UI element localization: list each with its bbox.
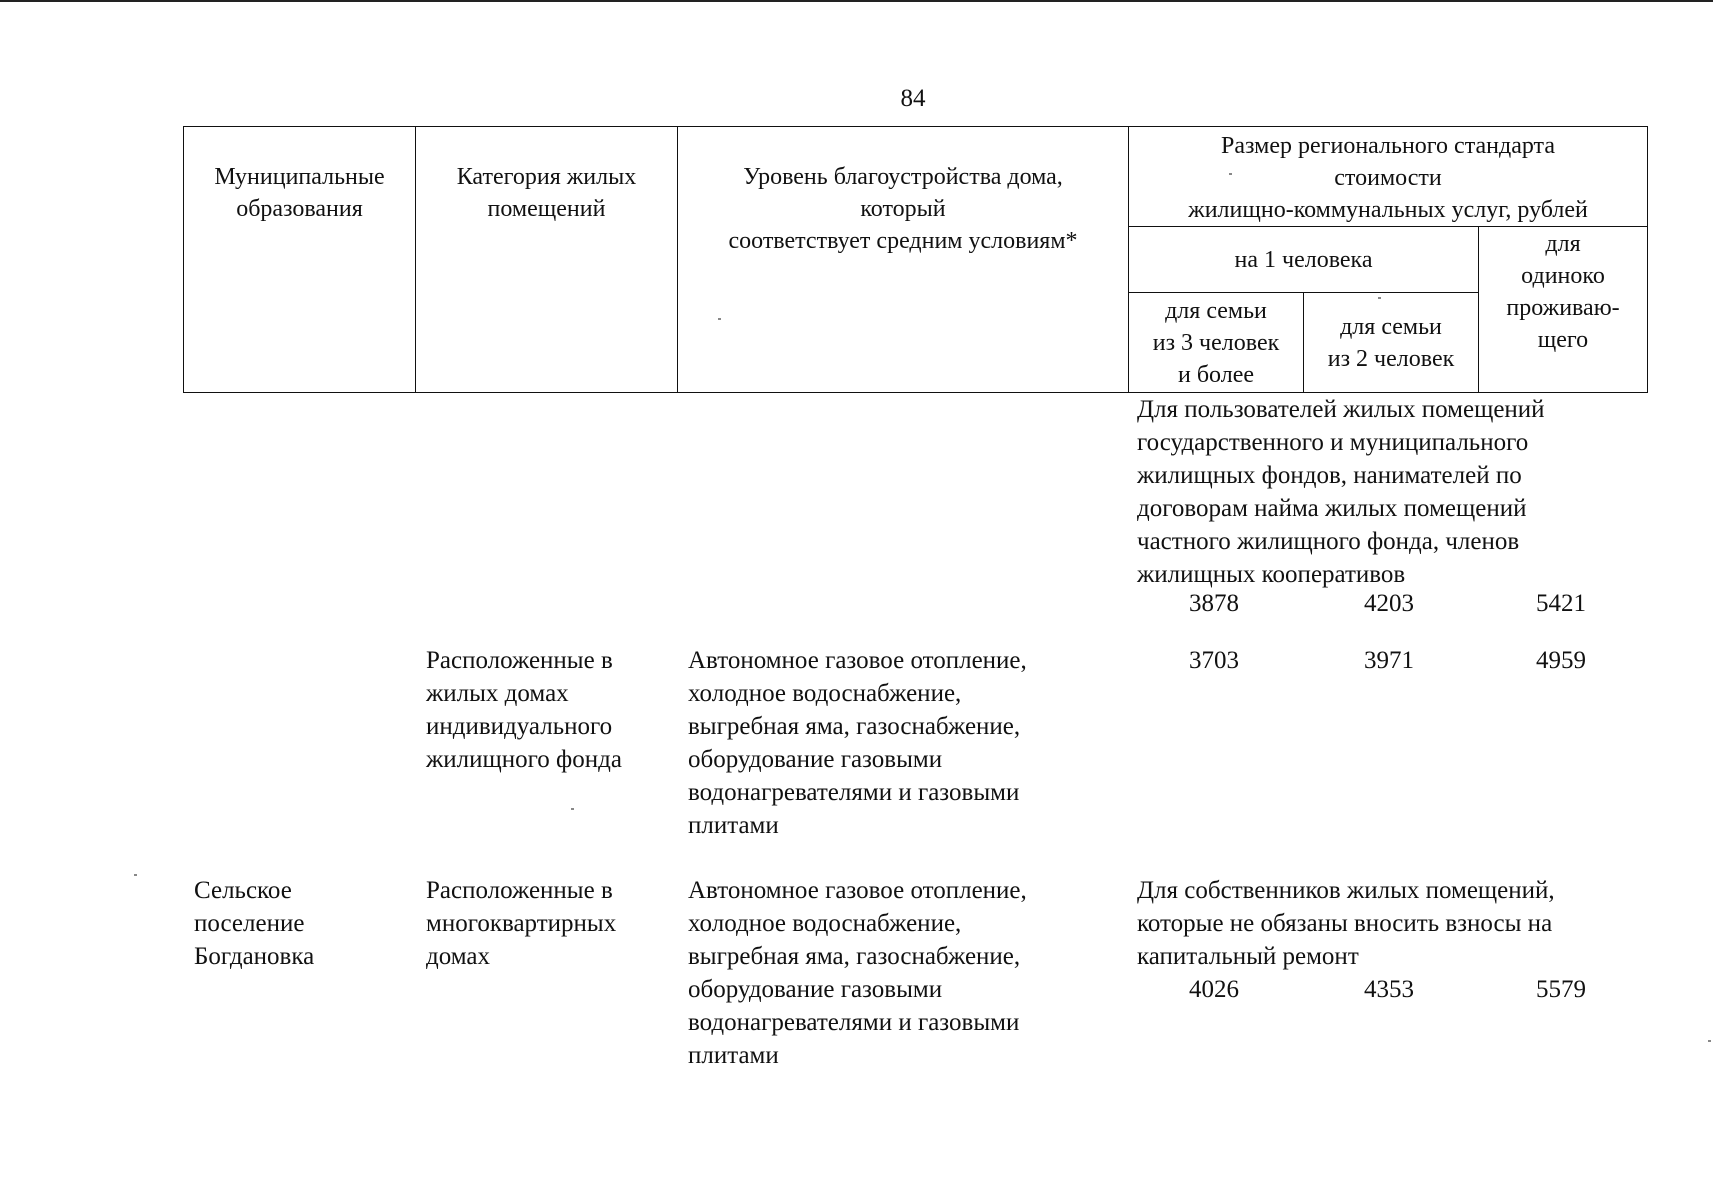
row1-value-single: 5421 xyxy=(1536,590,1586,617)
header-single: для одиноко проживаю- щего xyxy=(1479,227,1648,393)
scan-top-edge xyxy=(0,0,1713,2)
scan-speck xyxy=(571,808,574,810)
table-header xyxy=(183,126,1648,393)
row3-value-family2: 4353 xyxy=(1364,976,1414,1003)
scan-speck xyxy=(1229,173,1232,175)
scan-speck xyxy=(134,874,137,876)
row3-note: Для собственников жилых помещений, которые не обязаны вносить взносы на капитальный ремонт xyxy=(1137,877,1555,970)
row2-value-family2: 3971 xyxy=(1364,647,1414,674)
row2-value-single: 4959 xyxy=(1536,647,1586,674)
scan-speck xyxy=(718,318,721,320)
row1-note: Для пользователей жилых помещений государственного и муниципального жилищных фондов, нанимателей по договорам найма жилых помещений частного жилищного фонда, членов жилищных кооперативов xyxy=(1137,396,1545,588)
row3-value-family3: 4026 xyxy=(1189,976,1239,1003)
row1-value-family2: 4203 xyxy=(1364,590,1414,617)
scan-speck xyxy=(1708,1040,1711,1042)
row2-category: Расположенные в жилых домах индивидуального жилищного фонда xyxy=(426,647,622,773)
header-family2: для семьи из 2 человек xyxy=(1304,293,1479,393)
header-family3: для семьи из 3 человек и более xyxy=(1129,293,1304,393)
header-level: Уровень благоустройства дома, который соответствует средним условиям* xyxy=(678,127,1129,393)
row2-value-family3: 3703 xyxy=(1189,647,1239,674)
header-standard: Размер регионального стандарта стоимости жилищно-коммунальных услуг, рублей xyxy=(1129,127,1648,227)
row3-category: Расположенные в многоквартирных домах xyxy=(426,877,617,970)
row3-level: Автономное газовое отопление, холодное водоснабжение, выгребная яма, газоснабжение, оборудование газовыми водонагревателями и газовыми плитами xyxy=(688,877,1027,1069)
row2-level: Автономное газовое отопление, холодное водоснабжение, выгребная яма, газоснабжение, оборудование газовыми водонагревателями и газовыми плитами xyxy=(688,647,1027,839)
page-number: 84 xyxy=(900,85,926,112)
row3-value-single: 5579 xyxy=(1536,976,1586,1003)
header-category: Категория жилых помещений xyxy=(416,127,678,393)
row1-value-family3: 3878 xyxy=(1189,590,1239,617)
header-municipal: Муниципальные образования xyxy=(184,127,416,393)
scan-speck xyxy=(1378,297,1381,299)
header-per-person: на 1 человека xyxy=(1129,227,1479,293)
row3-municipality: Сельское поселение Богдановка xyxy=(194,877,315,970)
